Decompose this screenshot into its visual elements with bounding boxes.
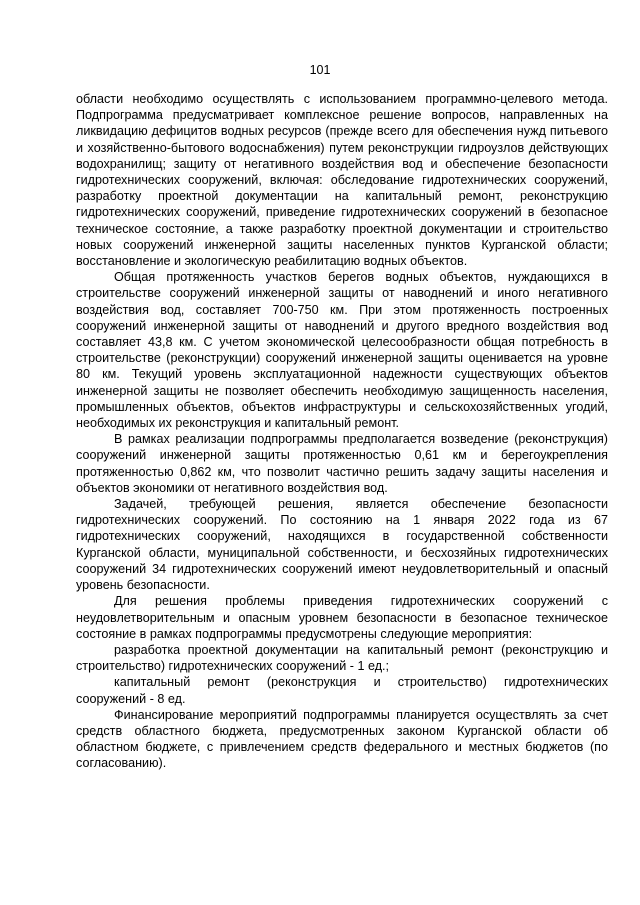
paragraph-continuation: области необходимо осуществлять с использованием программно-целевого метода. Подпрограмма предусматривает комплексное решение вопросов, направленных на ликвидацию дефицитов водных ресурсов (прежде всего для обеспечения нужд питьевого и хозяйственно-бытового водоснабжения) путем реконструкции гидроузлов действующих водохранилищ; защиту от негативного воздействия вод и обеспечение безопасности гидротехнических сооружений, включая: обследование гидротехнических сооружений, разработку проектной документации на капитальный ремонт, реконструкцию гидротехнических сооружений, приведение гидротехнических сооружений в безопасное техническое состояние, а также разработку проектной документации и строительство новых сооружений инженерной защиты населенных пунктов Курганской области; восстановление и экологическую реабилитацию водных объектов. [76,92,608,269]
paragraph-construction-plan: В рамках реализации подпрограммы предполагается возведение (реконструкция) сооружений инженерной защиты протяженностью 0,61 км и берегоукрепления протяженностью 0,862 км, что позволит частично решить задачу защиты населения и объектов экономики от негативного воздействия вод. [76,432,608,495]
paragraph-measure-repair: капитальный ремонт (реконструкция и строительство) гидротехнических сооружений - 8 ед. [76,675,608,706]
paragraph-shoreline-length: Общая протяженность участков берегов водных объектов, нуждающихся в строительстве сооружений инженерной защиты от наводнений и иного негативного воздействия вод, составляет 700-750 км. При этом протяженность построенных сооружений инженерной защиты от наводнений и другого вредного воздействия вод составляет 43,8 км. С учетом экономической целесообразности общая потребность в строительстве (реконструкции) сооружений инженерной защиты оценивается на уровне 80 км. Текущий уровень эксплуатационной надежности существующих объектов инженерной защиты не позволяет обеспечить необходимую защищенность населения, промышленных объектов, объектов инфраструктуры и сельскохозяйственных угодий, необходимых их реконструкция и капитальный ремонт. [76,270,608,431]
paragraph-measure-design-docs: разработка проектной документации на капитальный ремонт (реконструкцию и строительство) гидротехнических сооружений - 1 ед.; [76,642,608,674]
body-text [76,91,608,772]
paragraph-safety-task: Задачей, требующей решения, является обеспечение безопасности гидротехнических сооружений. По состоянию на 1 января 2022 года из 67 гидротехнических сооружений, находящихся в государственной собственности Курганской области, муниципальной собственности, и бесхозяйных гидротехнических сооружений 34 гидротехнических сооружений имеют неудовлетворительный и опасный уровень безопасности. [76,497,608,593]
page-number: 101 [309,63,331,77]
paragraph-financing: Финансирование мероприятий подпрограммы планируется осуществлять за счет средств областного бюджета, предусмотренных законом Курганской области об областном бюджете, с привлечением средств федерального и местных бюджетов (по согласованию). [76,707,608,771]
paragraph-measures-intro: Для решения проблемы приведения гидротехнических сооружений с неудовлетворительным и опасным уровнем безопасности в безопасное техническое состояние в рамках подпрограммы предусмотрены следующие мероприятия: [76,594,608,641]
